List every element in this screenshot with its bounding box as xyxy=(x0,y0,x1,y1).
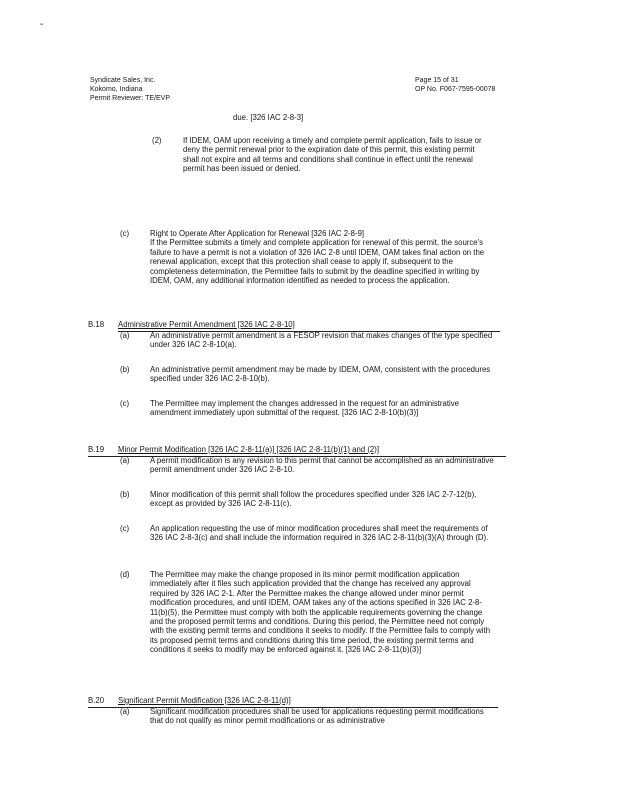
b18-a-text: An administrative permit amendment is a FESOP revision that makes changes of the type specified under 326 IAC 2-8-10(a). xyxy=(150,331,493,350)
b18-b-text: An administrative permit amendment may be made by IDEM, OAM, consistent with the procedures specified under 326 IAC 2-8-10(b). xyxy=(150,365,491,384)
item-2-text: If IDEM, OAM upon receiving a timely and complete permit application, fails to issue or deny the permit renewal prior to the expiration date of this permit, this existing permit shall not expire and all terms and conditions shall continue in effect until the renewal permit has been issued or denied. xyxy=(183,136,482,174)
b20-a-text: Significant modification procedures shall be used for applications requesting permit modifications that do not qualify as minor permit modifications or as administrative xyxy=(150,707,484,726)
header-reviewer: Permit Reviewer: TE/EVP xyxy=(90,95,171,102)
b19-a-label: (a) xyxy=(120,456,130,465)
b18-a-label: (a) xyxy=(120,331,130,340)
b19-d-label: (d) xyxy=(120,570,130,579)
header-location: Kokomo, Indiana xyxy=(90,86,143,93)
header-left xyxy=(90,76,170,103)
b19-a-text: A permit modification is any revision to this permit that cannot be accomplished as an administrative permit amendment under 326 IAC 2-8-10. xyxy=(150,456,494,475)
b19-c-text: An application requesting the use of minor modification procedures shall meet the requirements of 326 IAC 2-8-3(c) and shall include the information required in 326 IAC 2-8-11(b)(3)(A) through (D). xyxy=(150,524,489,543)
header-right xyxy=(415,76,495,94)
section-b20-number: B.20 xyxy=(88,696,105,705)
header-company: Syndicate Sales, Inc. xyxy=(90,77,156,84)
section-b20-title: Significant Permit Modification [326 IAC 2-8-11(d)] xyxy=(118,696,291,705)
item-c-text: If the Permittee submits a timely and complete application for renewal of this permit, the source's failure to have a permit is not a violation of 326 IAC 2-8 until IDEM, OAM takes final action on the renewal application, except that this protection shall cease to apply if, subsequent to the completeness determination, the Permittee fails to submit by the deadline specified in writing by IDEM, OAM, any additional information identified as needed to process the application. xyxy=(150,238,485,286)
section-b18-title: Administrative Permit Amendment [326 IAC 2-8-10] xyxy=(118,320,295,329)
b19-b-label: (b) xyxy=(120,490,130,499)
section-b18-number: B.18 xyxy=(88,320,105,329)
b20-a-label: (a) xyxy=(120,707,130,716)
item-c-title: Right to Operate After Application for Renewal [326 IAC 2-8-9] xyxy=(150,229,365,238)
corner-mark: - xyxy=(40,19,44,30)
b19-d-text: The Permittee may make the change proposed in its minor permit modification application immediately after it files such application provided that the change has received any approval required by 326 IAC 2-1. After the Permittee makes the change allowed under minor permit modification procedures, and until IDEM, OAM takes any of the actions specified in 326 IAC 2-8-11(b)(5), the Permittee must comply with both the applicable requirements governing the change and the proposed permit terms and conditions. During this period, the Permittee need not comply with the existing permit terms and conditions it seeks to modify. If the Permittee fails to comply with its proposed permit terms and conditions during this time period, the existing permit terms and conditions it seeks to modify may be enforced against it. [326 IAC 2-8-11(b)(3)] xyxy=(150,570,491,655)
item-2-label: (2) xyxy=(152,136,162,145)
b19-c-label: (c) xyxy=(120,524,130,533)
section-b19-number: B.19 xyxy=(88,445,105,454)
carry-over-text: due. [326 IAC 2-8-3] xyxy=(233,113,304,122)
b18-c-text: The Permittee may implement the changes addressed in the request for an administrative amendment immediately upon submittal of the request. [326 IAC 2-8-10(b)(3)] xyxy=(150,399,460,418)
section-b19-title: Minor Permit Modification [326 IAC 2-8-11(a)] [326 IAC 2-8-11(b)(1) and (2)] xyxy=(118,445,380,454)
header-permit-number: OP No. F067-7595-00078 xyxy=(415,86,496,93)
item-c-label: (c) xyxy=(120,229,130,238)
item-c-block xyxy=(150,229,490,285)
b18-b-label: (b) xyxy=(120,365,130,374)
header-page-number: Page 15 of 31 xyxy=(415,77,459,84)
b19-b-text: Minor modification of this permit shall follow the procedures specified under 326 IAC 2-7-12(b), except as provided by 326 IAC 2-8-11(c). xyxy=(150,490,477,509)
b18-c-label: (c) xyxy=(120,399,130,408)
